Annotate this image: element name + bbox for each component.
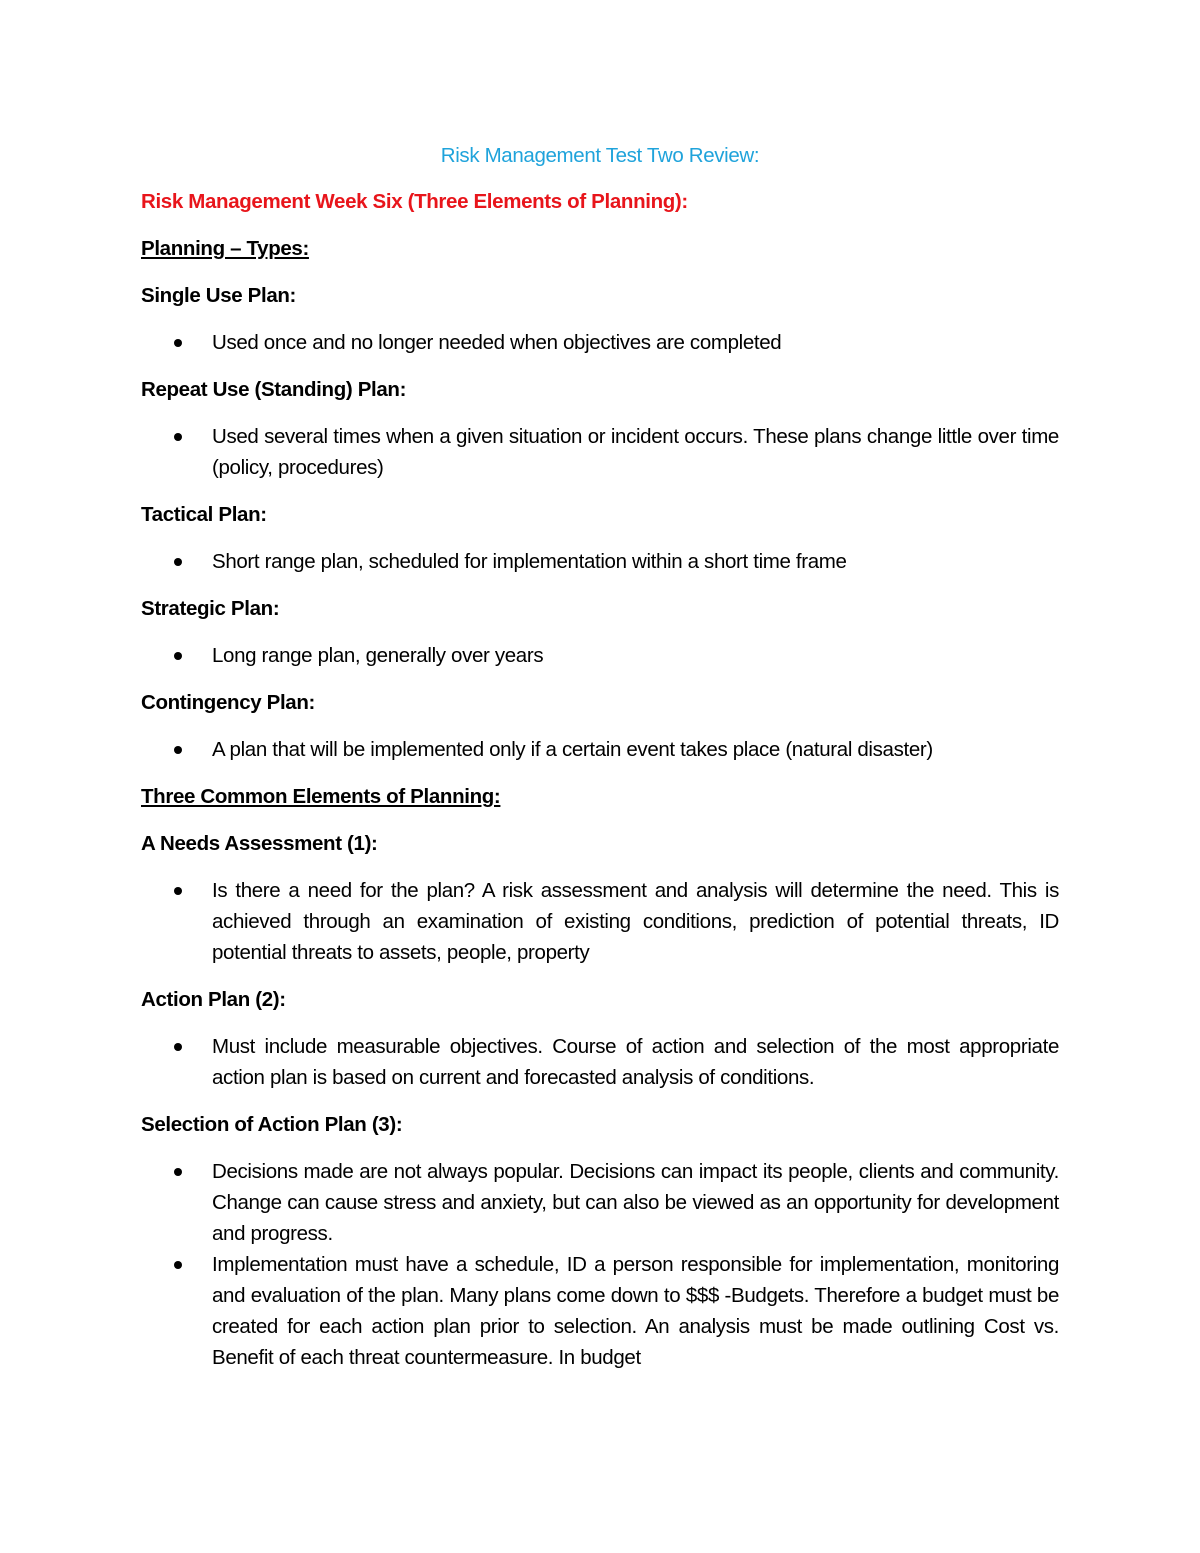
needs-assessment-heading: A Needs Assessment (1): xyxy=(141,832,378,855)
contingency-plan-heading: Contingency Plan: xyxy=(141,691,316,714)
bullet-item xyxy=(141,875,1059,968)
bullet-item xyxy=(141,1249,1059,1373)
bullet-icon xyxy=(174,887,182,895)
bullet-icon xyxy=(174,433,182,441)
bullet-item xyxy=(141,1031,1059,1093)
tactical-plan-heading: Tactical Plan: xyxy=(141,503,267,526)
bullet-icon xyxy=(174,746,182,754)
document-body xyxy=(141,140,1059,1389)
bullet-icon xyxy=(174,1261,182,1269)
bullet-item xyxy=(141,1156,1059,1249)
single-use-plan-list xyxy=(141,327,1059,358)
bullet-text: Used once and no longer needed when objectives are completed xyxy=(212,331,782,354)
bullet-icon xyxy=(174,558,182,566)
selection-of-action-plan-list xyxy=(141,1156,1059,1373)
needs-assessment-list xyxy=(141,875,1059,968)
bullet-item xyxy=(141,640,1059,671)
bullet-text: Used several times when a given situation or incident occurs. These plans change little over time (policy, procedures) xyxy=(212,425,1059,479)
selection-of-action-plan-heading: Selection of Action Plan (3): xyxy=(141,1113,403,1136)
bullet-icon xyxy=(174,1043,182,1051)
bullet-text: Short range plan, scheduled for implementation within a short time frame xyxy=(212,550,847,573)
document-title: Risk Management Test Two Review: xyxy=(440,144,760,167)
bullet-text: A plan that will be implemented only if a certain event takes place (natural disaster) xyxy=(212,738,933,761)
strategic-plan-list xyxy=(141,640,1059,671)
bullet-item xyxy=(141,546,1059,577)
contingency-plan-list xyxy=(141,734,1059,765)
repeat-use-plan-heading: Repeat Use (Standing) Plan: xyxy=(141,378,407,401)
action-plan-heading: Action Plan (2): xyxy=(141,988,286,1011)
bullet-item xyxy=(141,421,1059,483)
common-elements-heading: Three Common Elements of Planning: xyxy=(141,785,501,808)
planning-types-heading: Planning – Types: xyxy=(141,237,309,260)
bullet-text: Is there a need for the plan? A risk assessment and analysis will determine the need. This is achieved through an examination of existing conditions, prediction of potential threats, ID potential threats to assets, people, property xyxy=(212,879,1059,964)
bullet-text: Implementation must have a schedule, ID a person responsible for implementation, monitoring and evaluation of the plan. Many plans come down to $$$ -Budgets. Therefore a budget must be created for each action plan prior to selection. An analysis must be made outlining Cost vs. Benefit of each threat countermeasure. In budget xyxy=(212,1253,1059,1369)
section-title: Risk Management Week Six (Three Elements of Planning): xyxy=(141,190,688,213)
bullet-item xyxy=(141,327,1059,358)
bullet-item xyxy=(141,734,1059,765)
bullet-text: Must include measurable objectives. Course of action and selection of the most appropriate action plan is based on current and forecasted analysis of conditions. xyxy=(212,1035,1059,1089)
bullet-text: Decisions made are not always popular. Decisions can impact its people, clients and community. Change can cause stress and anxiety, but can also be viewed as an opportunity for development and progress. xyxy=(212,1160,1059,1245)
bullet-icon xyxy=(174,652,182,660)
action-plan-list xyxy=(141,1031,1059,1093)
tactical-plan-list xyxy=(141,546,1059,577)
bullet-icon xyxy=(174,339,182,347)
bullet-icon xyxy=(174,1168,182,1176)
repeat-use-plan-list xyxy=(141,421,1059,483)
bullet-text: Long range plan, generally over years xyxy=(212,644,544,667)
strategic-plan-heading: Strategic Plan: xyxy=(141,597,280,620)
single-use-plan-heading: Single Use Plan: xyxy=(141,284,297,307)
